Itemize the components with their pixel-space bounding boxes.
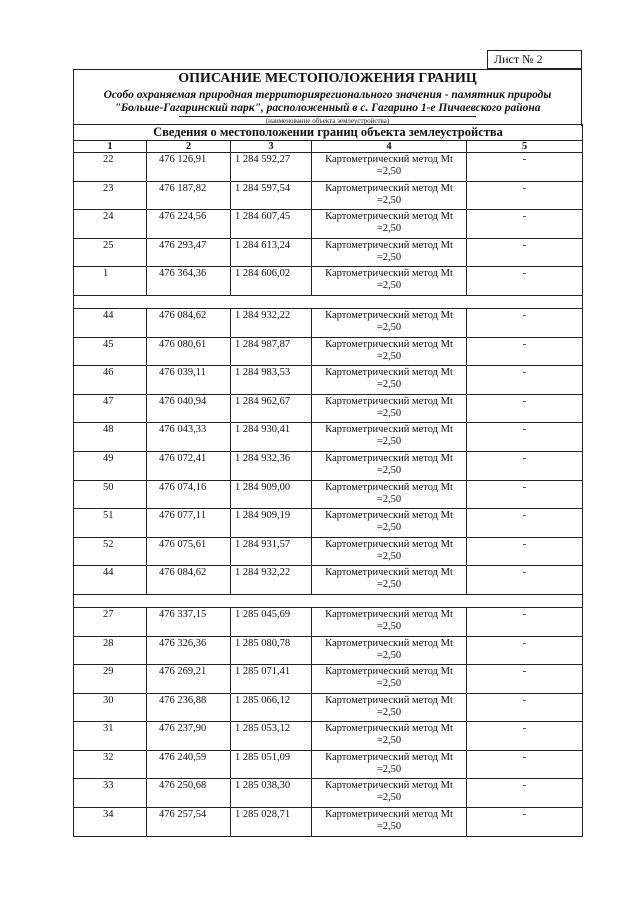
method-text-line-2: =2,50 [376, 321, 402, 333]
method-cell [312, 423, 467, 452]
coordinate-x-cell: 476 236,88 [147, 693, 231, 722]
method-cell [312, 808, 467, 837]
description-cell: - [467, 480, 583, 509]
description-cell: - [467, 750, 583, 779]
coordinate-y-cell: 1 284 613,24 [231, 238, 312, 267]
method-text-line-1: Картометрический метод Mt [325, 452, 453, 464]
coordinate-y-cell: 1 285 038,30 [231, 779, 312, 808]
coordinate-x-cell: 476 074,16 [147, 480, 231, 509]
method-text-line-1: Картометрический метод Mt [325, 211, 453, 223]
method-cell [312, 366, 467, 395]
object-name-line-2: "Больше-Гагаринский парк", расположенный в с. Гагарино 1-е Пичаевского района [114, 102, 541, 114]
method-text-line-2: =2,50 [376, 251, 402, 263]
method-text-line-2: =2,50 [376, 436, 402, 448]
method-text-line-2: =2,50 [376, 649, 402, 661]
point-number-cell: 44 [74, 308, 147, 337]
method-text-line-2: =2,50 [376, 464, 402, 476]
method-text-line-1: Картометрический метод Mt [325, 567, 453, 579]
method-text-line-1: Картометрический метод Mt [325, 424, 453, 436]
table-row [74, 394, 583, 423]
coordinate-y-cell: 1 284 932,22 [231, 566, 312, 595]
method-cell [312, 210, 467, 239]
method-cell [312, 238, 467, 267]
table-row [74, 537, 583, 566]
coordinate-x-cell: 476 080,61 [147, 337, 231, 366]
point-number-cell: 50 [74, 480, 147, 509]
coordinate-y-cell: 1 284 983,53 [231, 366, 312, 395]
coordinate-x-cell: 476 257,54 [147, 808, 231, 837]
point-number-cell: 24 [74, 210, 147, 239]
method-text-line-1: Картометрический метод Mt [325, 608, 453, 620]
coordinate-x-cell: 476 084,62 [147, 308, 231, 337]
coordinate-y-cell: 1 284 962,67 [231, 394, 312, 423]
method-text-line-2: =2,50 [376, 735, 402, 747]
table-row [74, 267, 583, 296]
coordinate-y-cell: 1 284 930,41 [231, 423, 312, 452]
table-row [74, 566, 583, 595]
point-number-cell: 48 [74, 423, 147, 452]
method-text-line-1: Картометрический метод Mt [325, 395, 453, 407]
column-header-1: 1 [74, 141, 147, 153]
column-header-row [74, 141, 583, 153]
description-cell: - [467, 337, 583, 366]
table-row [74, 636, 583, 665]
method-cell [312, 750, 467, 779]
method-text-line-1: Картометрический метод Mt [325, 510, 453, 522]
method-text-line-1: Картометрический метод Mt [325, 751, 453, 763]
table-row [74, 308, 583, 337]
point-number-cell: 47 [74, 394, 147, 423]
point-number-cell: 32 [74, 750, 147, 779]
method-text-line-1: Картометрический метод Mt [325, 723, 453, 735]
table-row [74, 808, 583, 837]
method-text-line-1: Картометрический метод Mt [325, 481, 453, 493]
method-cell [312, 509, 467, 538]
point-number-cell: 51 [74, 509, 147, 538]
method-text-line-1: Картометрический метод Mt [325, 182, 453, 194]
column-header-5: 5 [467, 141, 583, 153]
table-row [74, 750, 583, 779]
point-number-cell: 31 [74, 722, 147, 751]
group-separator-cell [74, 295, 583, 308]
table-row [74, 509, 583, 538]
object-name-line-1: Особо охраняемая природная территориярегионального значения - памятник природы [103, 89, 552, 101]
coordinate-y-cell: 1 284 597,54 [231, 181, 312, 210]
method-text-line-1: Картометрический метод Mt [325, 309, 453, 321]
coordinate-y-cell: 1 284 932,22 [231, 308, 312, 337]
coordinate-x-cell: 476 269,21 [147, 665, 231, 694]
coordinate-x-cell: 476 075,61 [147, 537, 231, 566]
point-number-cell: 33 [74, 779, 147, 808]
method-cell [312, 181, 467, 210]
method-text-line-2: =2,50 [376, 280, 402, 292]
method-text-line-1: Картометрический метод Mt [325, 780, 453, 792]
method-text-line-1: Картометрический метод Mt [325, 538, 453, 550]
description-cell: - [467, 308, 583, 337]
method-text-line-2: =2,50 [376, 792, 402, 804]
description-cell: - [467, 693, 583, 722]
method-cell [312, 267, 467, 296]
column-header-4: 4 [312, 141, 467, 153]
table-row [74, 665, 583, 694]
coordinate-x-cell: 476 072,41 [147, 451, 231, 480]
description-cell: - [467, 451, 583, 480]
table-row [74, 366, 583, 395]
method-text-line-2: =2,50 [376, 550, 402, 562]
coordinate-y-cell: 1 284 592,27 [231, 153, 312, 182]
coordinate-y-cell: 1 284 606,02 [231, 267, 312, 296]
description-cell: - [467, 722, 583, 751]
method-text-line-2: =2,50 [376, 379, 402, 391]
method-text-line-2: =2,50 [376, 166, 402, 177]
point-number-cell: 52 [74, 537, 147, 566]
method-cell [312, 722, 467, 751]
method-text-line-2: =2,50 [376, 678, 402, 690]
object-name-caption: (наименование объекта землеустройства) [179, 116, 476, 126]
table-row [74, 153, 583, 182]
method-text-line-1: Картометрический метод Mt [325, 154, 453, 165]
description-cell: - [467, 636, 583, 665]
group-separator-row [74, 295, 583, 308]
method-cell [312, 636, 467, 665]
method-cell [312, 451, 467, 480]
description-cell: - [467, 267, 583, 296]
document-header [73, 69, 582, 126]
method-text-line-1: Картометрический метод Mt [325, 666, 453, 678]
sheet-number-label: Лист № 2 [494, 52, 543, 66]
coordinate-x-cell: 476 084,62 [147, 566, 231, 595]
description-cell: - [467, 181, 583, 210]
table-row [74, 238, 583, 267]
coordinate-x-cell: 476 126,91 [147, 153, 231, 182]
table-row [74, 693, 583, 722]
coordinate-y-cell: 1 284 607,45 [231, 210, 312, 239]
method-text-line-1: Картометрический метод Mt [325, 809, 453, 821]
table-row [74, 779, 583, 808]
coordinate-y-cell: 1 284 932,36 [231, 451, 312, 480]
method-cell [312, 665, 467, 694]
method-text-line-2: =2,50 [376, 522, 402, 534]
description-cell: - [467, 210, 583, 239]
method-text-line-2: =2,50 [376, 493, 402, 505]
method-text-line-1: Картометрический метод Mt [325, 239, 453, 251]
method-cell [312, 779, 467, 808]
table-row [74, 337, 583, 366]
method-cell [312, 394, 467, 423]
method-text-line-2: =2,50 [376, 194, 402, 206]
coordinate-y-cell: 1 284 931,57 [231, 537, 312, 566]
coordinate-y-cell: 1 284 909,19 [231, 509, 312, 538]
coordinate-y-cell: 1 284 909,00 [231, 480, 312, 509]
method-cell [312, 308, 467, 337]
table-row [74, 722, 583, 751]
point-number-cell: 28 [74, 636, 147, 665]
coordinate-x-cell: 476 224,56 [147, 210, 231, 239]
table-row [74, 607, 583, 636]
description-cell: - [467, 423, 583, 452]
coordinate-y-cell: 1 285 071,41 [231, 665, 312, 694]
method-cell [312, 537, 467, 566]
coordinate-y-cell: 1 285 051,09 [231, 750, 312, 779]
table-row [74, 210, 583, 239]
coordinate-y-cell: 1 285 066,12 [231, 693, 312, 722]
method-cell [312, 153, 467, 182]
description-cell: - [467, 509, 583, 538]
section-title: Сведения о местоположении границ объекта землеустройства [74, 125, 583, 141]
document-title: ОПИСАНИЕ МЕСТОПОЛОЖЕНИЯ ГРАНИЦ [178, 71, 477, 86]
coordinate-y-cell: 1 285 080,78 [231, 636, 312, 665]
point-number-cell: 30 [74, 693, 147, 722]
method-text-line-1: Картометрический метод Mt [325, 268, 453, 280]
group-separator-cell [74, 594, 583, 607]
point-number-cell: 27 [74, 607, 147, 636]
method-text-line-1: Картометрический метод Mt [325, 694, 453, 706]
coordinate-x-cell: 476 250,68 [147, 779, 231, 808]
description-cell: - [467, 808, 583, 837]
point-number-cell: 46 [74, 366, 147, 395]
coordinate-x-cell: 476 337,15 [147, 607, 231, 636]
method-text-line-2: =2,50 [376, 706, 402, 718]
coordinate-x-cell: 476 326,36 [147, 636, 231, 665]
method-cell [312, 337, 467, 366]
point-number-cell: 45 [74, 337, 147, 366]
method-text-line-2: =2,50 [376, 223, 402, 235]
point-number-cell: 44 [74, 566, 147, 595]
sheet-number-box [487, 50, 582, 69]
coordinate-x-cell: 476 040,94 [147, 394, 231, 423]
coordinate-x-cell: 476 077,11 [147, 509, 231, 538]
point-number-cell: 1 [74, 267, 147, 296]
table-row [74, 480, 583, 509]
method-cell [312, 480, 467, 509]
description-cell: - [467, 394, 583, 423]
coordinate-x-cell: 476 293,47 [147, 238, 231, 267]
method-cell [312, 566, 467, 595]
coordinate-x-cell: 476 187,82 [147, 181, 231, 210]
coordinate-y-cell: 1 284 987,87 [231, 337, 312, 366]
coordinate-x-cell: 476 043,33 [147, 423, 231, 452]
coordinate-y-cell: 1 285 053,12 [231, 722, 312, 751]
point-number-cell: 34 [74, 808, 147, 837]
method-text-line-2: =2,50 [376, 579, 402, 591]
coordinate-y-cell: 1 285 028,71 [231, 808, 312, 837]
method-text-line-2: =2,50 [376, 407, 402, 419]
description-cell: - [467, 153, 583, 182]
method-text-line-1: Картометрический метод Mt [325, 367, 453, 379]
point-number-cell: 25 [74, 238, 147, 267]
coordinate-x-cell: 476 039,11 [147, 366, 231, 395]
point-number-cell: 22 [74, 153, 147, 182]
group-separator-row [74, 594, 583, 607]
description-cell: - [467, 566, 583, 595]
point-number-cell: 23 [74, 181, 147, 210]
coordinate-x-cell: 476 237,90 [147, 722, 231, 751]
boundary-table [73, 124, 583, 837]
point-number-cell: 49 [74, 451, 147, 480]
method-text-line-1: Картометрический метод Mt [325, 338, 453, 350]
description-cell: - [467, 537, 583, 566]
method-cell [312, 607, 467, 636]
table-row [74, 451, 583, 480]
description-cell: - [467, 779, 583, 808]
coordinate-x-cell: 476 240,59 [147, 750, 231, 779]
table-row [74, 181, 583, 210]
coordinate-y-cell: 1 285 045,69 [231, 607, 312, 636]
description-cell: - [467, 665, 583, 694]
method-cell [312, 693, 467, 722]
column-header-3: 3 [231, 141, 312, 153]
method-text-line-1: Картометрический метод Mt [325, 637, 453, 649]
column-header-2: 2 [147, 141, 231, 153]
method-text-line-2: =2,50 [376, 620, 402, 632]
method-text-line-2: =2,50 [376, 821, 402, 833]
description-cell: - [467, 238, 583, 267]
table-row [74, 423, 583, 452]
description-cell: - [467, 607, 583, 636]
description-cell: - [467, 366, 583, 395]
method-text-line-2: =2,50 [376, 350, 402, 362]
point-number-cell: 29 [74, 665, 147, 694]
section-title-row [74, 125, 583, 141]
method-text-line-2: =2,50 [376, 763, 402, 775]
coordinate-x-cell: 476 364,36 [147, 267, 231, 296]
